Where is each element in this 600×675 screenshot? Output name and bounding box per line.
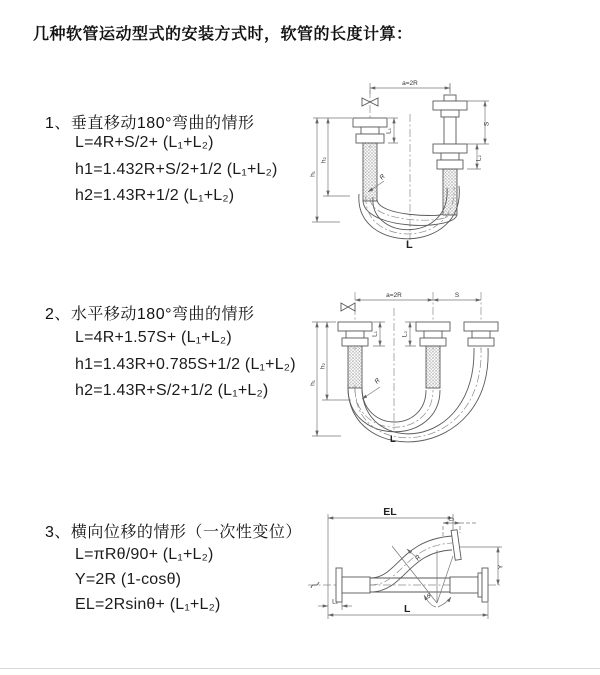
section-2-formula-L: L=4R+1.57S+ (L₁+L₂) (75, 329, 232, 346)
diagram-horizontal-180-bend (305, 278, 590, 465)
flange-displaced (451, 530, 461, 561)
dim-label-h1: h₁ (309, 171, 317, 177)
dim-label-EL: EL (383, 506, 397, 518)
dim-label-L2: L₂ (475, 154, 483, 162)
section-2-formula-h1: h1=1.43R+0.785S+1/2 (L₁+L₂) (75, 356, 296, 373)
dim-label-a2R: a=2R (402, 80, 418, 87)
flange-right (450, 568, 488, 602)
section-1-formula-h2: h2=1.43R+1/2 (L₁+L₂) (75, 187, 235, 204)
dim-label-h2: h₂ (319, 362, 327, 370)
length-label-L: L (406, 239, 413, 251)
section-3-formula-L: L=πRθ/90+ (L₁+L₂) (75, 546, 214, 563)
dim-label-h2: h₂ (320, 156, 328, 164)
section-3-formula-Y: Y=2R (1-cosθ) (75, 571, 182, 588)
section-1-formula-L: L=4R+S/2+ (L₁+L₂) (75, 134, 214, 151)
flange-left (336, 568, 370, 602)
hose-s-curve (370, 536, 452, 578)
dim-label-L2: L₂ (401, 330, 409, 338)
section-2-formula-h2: h2=1.43R+S/2+1/2 (L₁+L₂) (75, 382, 269, 399)
dim-label-L1: L₁ (385, 128, 393, 134)
section-3-heading: 3、横向位移的情形（一次性变位） (45, 524, 302, 541)
valve-icon (362, 98, 378, 106)
braided-hose-left (363, 143, 377, 201)
fitting-left (338, 322, 372, 388)
fitting-middle (416, 322, 450, 388)
length-label-L: L (404, 603, 411, 615)
dim-label-L1: L₁ (332, 598, 338, 606)
braided-hose-right (443, 169, 457, 215)
centerlines (355, 292, 481, 430)
dim-label-L1: L₁ (371, 331, 379, 337)
section-1-heading: 1、垂直移动180°弯曲的情形 (45, 115, 255, 132)
page-title: 几种软管运动型式的安装方式时，软管的长度计算： (33, 26, 413, 43)
diagram-lateral-displacement (300, 500, 585, 655)
diagram-vertical-180-bend (308, 70, 580, 260)
angle-label-theta: θ (427, 593, 431, 600)
fitting-right (464, 322, 498, 346)
length-label-L: L (390, 434, 396, 445)
dim-label-S: S (454, 292, 460, 299)
radius-label-R: R (414, 554, 423, 563)
dim-label-S: S (483, 121, 491, 127)
valve-icon (341, 303, 355, 311)
dim-label-Y: Y (497, 564, 505, 570)
section-3-formula-EL: EL=2Rsinθ+ (L₁+L₂) (75, 596, 221, 613)
section-2-heading: 2、水平移动180°弯曲的情形 (45, 306, 255, 323)
dim-label-h1: h₁ (309, 380, 317, 386)
dim-label-a2R: a=2R (386, 292, 402, 299)
dim-label-L2: L₂ (448, 515, 455, 523)
radius-label-R: R (378, 173, 387, 182)
angle-construction (392, 546, 453, 603)
section-1-formula-h1: h1=1.432R+S/2+1/2 (L₁+L₂) (75, 161, 278, 178)
radius-label-R: R (373, 377, 382, 386)
page-bottom-rule (0, 668, 600, 669)
